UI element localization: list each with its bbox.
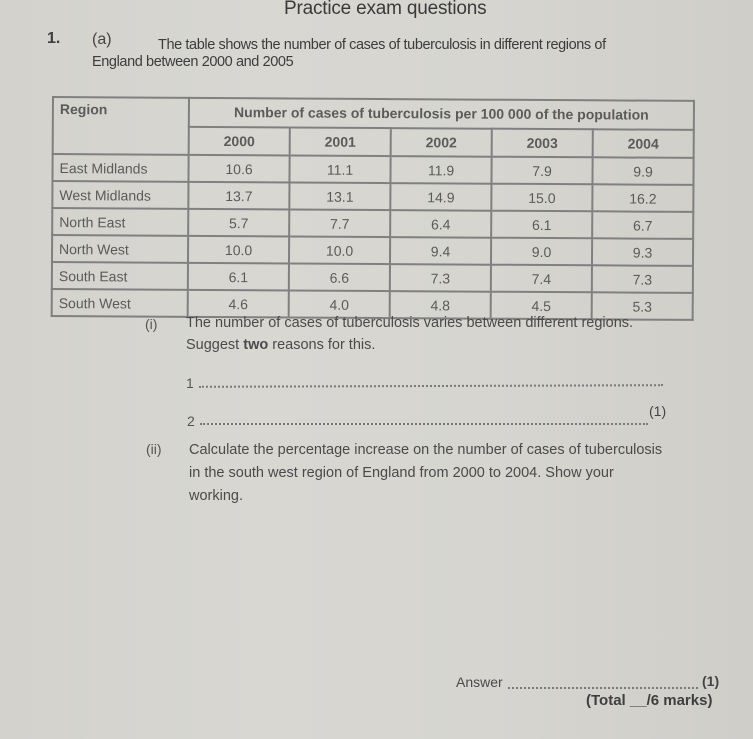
value-cell: 7.9 bbox=[491, 157, 592, 185]
answer-line-1-number: 1 bbox=[186, 375, 194, 391]
region-cell: East Midlands bbox=[52, 154, 188, 182]
value-cell: 16.2 bbox=[592, 184, 693, 212]
subquestion-ii-label: (ii) bbox=[146, 441, 162, 457]
answer-line[interactable] bbox=[508, 687, 698, 689]
value-cell: 13.7 bbox=[188, 182, 289, 210]
question-intro-line-2: England between 2000 and 2005 bbox=[92, 54, 294, 70]
value-cell: 4.5 bbox=[491, 292, 592, 320]
value-cell: 5.7 bbox=[188, 209, 289, 237]
answer-marks: (1) bbox=[702, 673, 720, 689]
value-cell: 11.9 bbox=[390, 156, 491, 184]
table-row bbox=[52, 154, 693, 185]
value-cell: 4.6 bbox=[188, 290, 289, 318]
question-part-label: (a) bbox=[92, 31, 112, 48]
subquestion-i-text: The number of cases of tuberculosis varies between different regions. bbox=[186, 315, 634, 331]
region-cell: West Midlands bbox=[52, 181, 188, 209]
question-intro-line-1: The table shows the number of cases of tuberculosis in different regions of bbox=[158, 37, 606, 53]
value-cell: 15.0 bbox=[491, 184, 592, 212]
subquestion-i-instruction bbox=[186, 337, 375, 353]
table-row bbox=[52, 208, 693, 239]
value-cell: 4.0 bbox=[289, 290, 390, 318]
year-header: 2001 bbox=[290, 127, 391, 156]
value-cell: 10.0 bbox=[188, 236, 289, 264]
subquestion-ii-text: Calculate the percentage increase on the number of cases of tuberculosis in the south west region of England from 2000 to 2004. Show your working. bbox=[189, 442, 663, 504]
instruction-emphasis: two bbox=[243, 337, 269, 353]
region-cell: North West bbox=[52, 235, 188, 263]
value-cell: 5.3 bbox=[592, 292, 693, 320]
value-cell: 7.3 bbox=[592, 265, 693, 293]
value-cell: 7.3 bbox=[390, 264, 491, 292]
value-cell: 13.1 bbox=[289, 182, 390, 210]
region-cell: South West bbox=[52, 289, 188, 317]
value-cell: 9.3 bbox=[592, 238, 693, 266]
region-cell: North East bbox=[52, 208, 188, 236]
value-cell: 9.9 bbox=[592, 157, 693, 185]
value-cell: 9.4 bbox=[390, 237, 491, 265]
region-header: Region bbox=[53, 97, 189, 155]
table-row bbox=[52, 262, 693, 293]
cases-group-header: Number of cases of tuberculosis per 100 000 of the population bbox=[189, 98, 694, 130]
value-cell: 10.6 bbox=[188, 155, 289, 183]
table-row bbox=[52, 181, 693, 212]
instruction-text: Suggest bbox=[186, 337, 244, 353]
year-header: 2004 bbox=[593, 129, 694, 158]
question-number: 1. bbox=[47, 30, 61, 47]
year-header: 2002 bbox=[391, 128, 492, 157]
page-title: Practice exam questions bbox=[284, 0, 487, 19]
value-cell: 6.7 bbox=[592, 211, 693, 239]
region-cell: South East bbox=[52, 262, 188, 290]
year-header: 2000 bbox=[189, 126, 290, 155]
answer-line-1[interactable] bbox=[199, 384, 663, 388]
value-cell: 10.0 bbox=[289, 236, 390, 264]
answer-line-2-number: 2 bbox=[187, 413, 195, 429]
value-cell: 7.7 bbox=[289, 209, 390, 237]
value-cell: 6.4 bbox=[390, 210, 491, 238]
value-cell: 9.0 bbox=[491, 238, 592, 266]
marks-indicator: (1) bbox=[649, 403, 667, 419]
value-cell: 7.4 bbox=[491, 265, 592, 293]
value-cell: 6.1 bbox=[188, 263, 289, 291]
instruction-text: reasons for this. bbox=[268, 337, 376, 353]
answer-label: Answer bbox=[456, 674, 503, 690]
value-cell: 14.9 bbox=[390, 183, 491, 211]
total-marks: (Total __/6 marks) bbox=[586, 692, 713, 709]
value-cell: 6.6 bbox=[289, 263, 390, 291]
subquestion-i-label: (i) bbox=[145, 316, 158, 332]
year-header: 2003 bbox=[492, 128, 593, 157]
value-cell: 6.1 bbox=[491, 211, 592, 239]
value-cell: 4.8 bbox=[390, 291, 491, 319]
value-cell: 11.1 bbox=[289, 155, 390, 183]
answer-line-2[interactable] bbox=[200, 423, 648, 425]
table-row bbox=[52, 235, 693, 266]
tuberculosis-table bbox=[51, 96, 695, 321]
